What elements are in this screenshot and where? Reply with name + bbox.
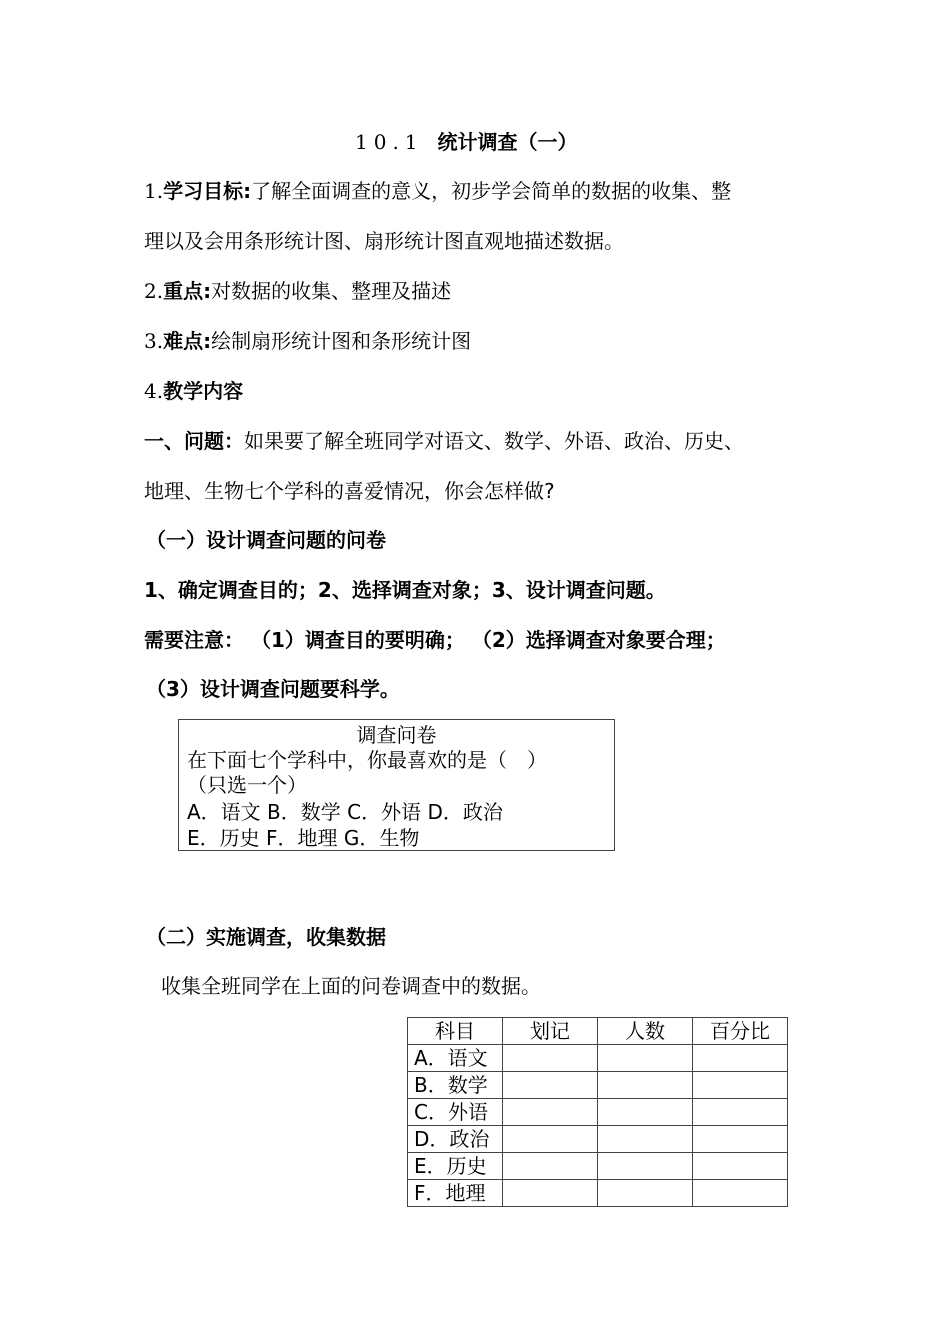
note-label: 需要注意： <box>144 628 244 652</box>
note-1: （1）调查目的要明确； <box>250 628 465 652</box>
percent-cell <box>693 1072 788 1099</box>
table-row <box>408 1072 788 1099</box>
note-line <box>144 628 726 652</box>
count-cell <box>598 1072 693 1099</box>
table-row <box>408 1099 788 1126</box>
note-3: （3）设计调查问题要科学。 <box>146 677 400 701</box>
section2-text: 收集全班同学在上面的问卷调查中的数据。 <box>161 974 541 998</box>
header-count: 人数 <box>598 1018 693 1045</box>
subject-cell: D．政治 <box>408 1126 503 1153</box>
goal-line-1 <box>144 179 731 203</box>
goal-2-label: 重点: <box>163 279 212 303</box>
step-3: 3、设计调查问题。 <box>491 578 666 602</box>
tally-cell <box>503 1072 598 1099</box>
table-row <box>408 1180 788 1207</box>
page-title <box>355 130 578 154</box>
goal-3-label: 难点: <box>163 329 212 353</box>
goal-4-number: 4. <box>144 379 164 403</box>
count-cell <box>598 1045 693 1072</box>
goal-line-1b: 理以及会用条形统计图、扇形统计图直观地描述数据。 <box>144 229 624 253</box>
tally-cell <box>503 1153 598 1180</box>
title-text: 统计调查（一） <box>437 130 578 154</box>
goal-2-text: 对数据的收集、整理及描述 <box>211 279 452 303</box>
subject-cell: F．地理 <box>408 1180 503 1207</box>
subject-cell: E．历史 <box>408 1153 503 1180</box>
tally-cell <box>503 1180 598 1207</box>
percent-cell <box>693 1180 788 1207</box>
survey-options-row-1: A．语文 B．数学 C．外语 D．政治 <box>187 800 503 824</box>
steps-line <box>144 578 666 602</box>
step-1: 1、确定调查目的； <box>144 578 318 602</box>
percent-cell <box>693 1099 788 1126</box>
title-number: 10.1 <box>355 130 424 154</box>
section2-heading: （二）实施调查，收集数据 <box>146 925 386 949</box>
survey-options-row-2: E．历史 F．地理 G．生物 <box>187 826 420 850</box>
note-2: （2）选择调查对象要合理； <box>471 628 726 652</box>
goal-1-label: 学习目标: <box>163 179 252 203</box>
goal-2-number: 2. <box>144 279 164 303</box>
count-cell <box>598 1180 693 1207</box>
tally-cell <box>503 1045 598 1072</box>
question-label: 一、问题： <box>144 429 244 453</box>
goal-4-label: 教学内容 <box>163 379 244 403</box>
count-cell <box>598 1099 693 1126</box>
goal-line-4 <box>144 379 243 403</box>
header-tally: 划记 <box>503 1018 598 1045</box>
survey-questionnaire-box <box>178 719 615 851</box>
goal-1-text: 了解全面调查的意义，初步学会简单的数据的收集、整 <box>251 179 732 203</box>
subject-cell: B．数学 <box>408 1072 503 1099</box>
goal-line-3 <box>144 329 471 353</box>
header-subject: 科目 <box>408 1018 503 1045</box>
percent-cell <box>693 1045 788 1072</box>
table-header-row <box>408 1018 788 1045</box>
percent-cell <box>693 1126 788 1153</box>
survey-hint: （只选一个） <box>187 773 307 797</box>
step-2: 2、选择调查对象； <box>317 578 492 602</box>
tally-cell <box>503 1099 598 1126</box>
percent-cell <box>693 1153 788 1180</box>
goal-line-2 <box>144 279 451 303</box>
header-percent: 百分比 <box>693 1018 788 1045</box>
subject-cell: C．外语 <box>408 1099 503 1126</box>
tally-cell <box>503 1126 598 1153</box>
question-line-2: 地理、生物七个学科的喜爱情况，你会怎样做? <box>144 479 555 503</box>
survey-title: 调查问卷 <box>356 723 437 747</box>
table-row <box>408 1126 788 1153</box>
section1-heading: （一）设计调查问题的问卷 <box>146 528 386 552</box>
goal-1-number: 1. <box>144 179 164 203</box>
count-cell <box>598 1126 693 1153</box>
subject-cell: A．语文 <box>408 1045 503 1072</box>
table-row <box>408 1045 788 1072</box>
question-line-1 <box>144 429 744 453</box>
survey-question: 在下面七个学科中，你最喜欢的是（ ） <box>187 748 547 772</box>
data-collection-table <box>407 1017 788 1207</box>
goal-3-text: 绘制扇形统计图和条形统计图 <box>211 329 472 353</box>
goal-3-number: 3. <box>144 329 164 353</box>
question-text: 如果要了解全班同学对语文、数学、外语、政治、历史、 <box>244 429 744 453</box>
count-cell <box>598 1153 693 1180</box>
table-row <box>408 1153 788 1180</box>
